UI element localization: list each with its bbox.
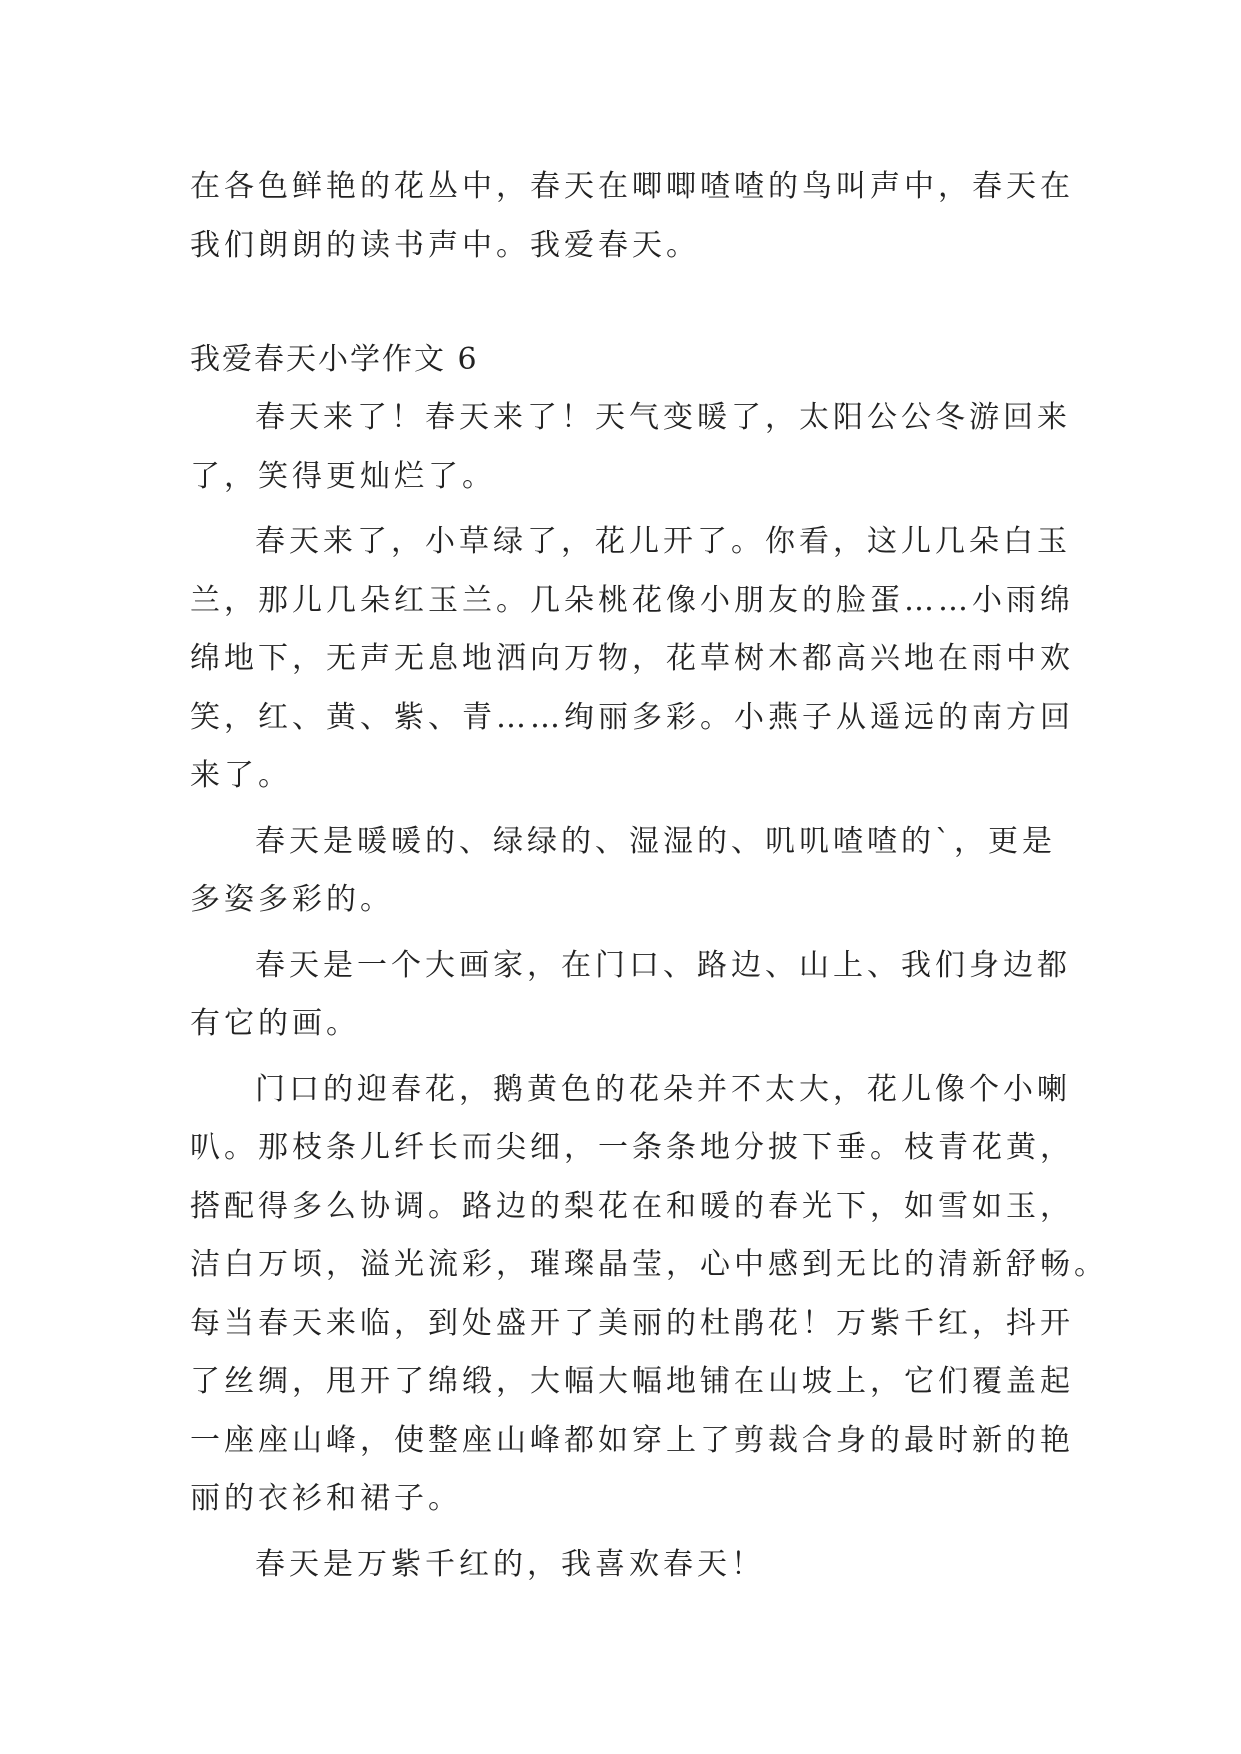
text-line: 了丝绸，甩开了绵缎，大幅大幅地铺在山坡上，它们覆盖起 [190,1364,1074,1399]
paragraph-5 [190,1061,1108,1529]
text-line: 在各色鲜艳的花丛中，春天在唧唧喳喳的鸟叫声中，春天在 [190,169,1074,204]
text-line: 来了。 [190,758,292,793]
text-line: 春天来了！春天来了！天气变暖了，太阳公公冬游回来 [255,400,1071,435]
paragraph-6 [190,1536,1050,1595]
paragraph-4 [190,937,1071,1054]
text-line: 我们朗朗的读书声中。我爱春天。 [190,227,700,263]
text-line: 多姿多彩的。 [190,882,394,917]
text-line: 绵地下，无声无息地洒向万物，花草树木都高兴地在雨中欢 [190,641,1074,676]
intro-paragraph [190,158,1074,275]
essay-title: 我爱春天小学作文 6 [190,342,479,377]
text-line: 洁白万顷，溢光流彩，璀璨晶莹，心中感到无比的清新舒畅。 [190,1247,1108,1282]
text-line: 丽的衣衫和裙子。 [190,1481,462,1516]
spacer [190,275,1050,331]
text-line: 叭。那枝条儿纤长而尖细，一条条地分披下垂。枝青花黄， [190,1130,1074,1165]
paragraph-2 [190,513,1074,806]
text-line: 门口的迎春花，鹅黄色的花朵并不太大，花儿像个小喇 [255,1071,1071,1107]
paragraph-1 [190,389,1071,506]
spacer [190,806,1050,813]
text-line: 有它的画。 [190,1006,360,1041]
spacer [190,1054,1050,1061]
spacer [190,506,1050,513]
text-line: 春天是一个大画家，在门口、路边、山上、我们身边都 [255,947,1071,983]
text-line: 每当春天来临，到处盛开了美丽的杜鹃花！万紫千红，抖开 [190,1305,1074,1341]
text-line: 了，笑得更灿烂了。 [190,458,496,494]
text-line: 搭配得多么协调。路边的梨花在和暖的春光下，如雪如玉， [190,1188,1074,1224]
text-line: 笑，红、黄、紫、青……绚丽多彩。小燕子从遥远的南方回 [190,699,1074,735]
document-body [190,158,1108,1594]
text-line: 一座座山峰，使整座山峰都如穿上了剪裁合身的最时新的艳 [190,1422,1074,1458]
spacer [190,930,1050,937]
spacer [190,1529,1050,1536]
text-line: 春天是万紫千红的，我喜欢春天！ [255,1546,765,1582]
text-line: 春天是暖暖的、绿绿的、湿湿的、叽叽喳喳的`，更是 [255,823,1056,859]
text-line: 春天来了，小草绿了，花儿开了。你看，这儿几朵白玉 [255,524,1071,559]
text-line: 兰，那儿几朵红玉兰。几朵桃花像小朋友的脸蛋……小雨绵 [190,582,1074,618]
paragraph-3 [190,813,1056,930]
